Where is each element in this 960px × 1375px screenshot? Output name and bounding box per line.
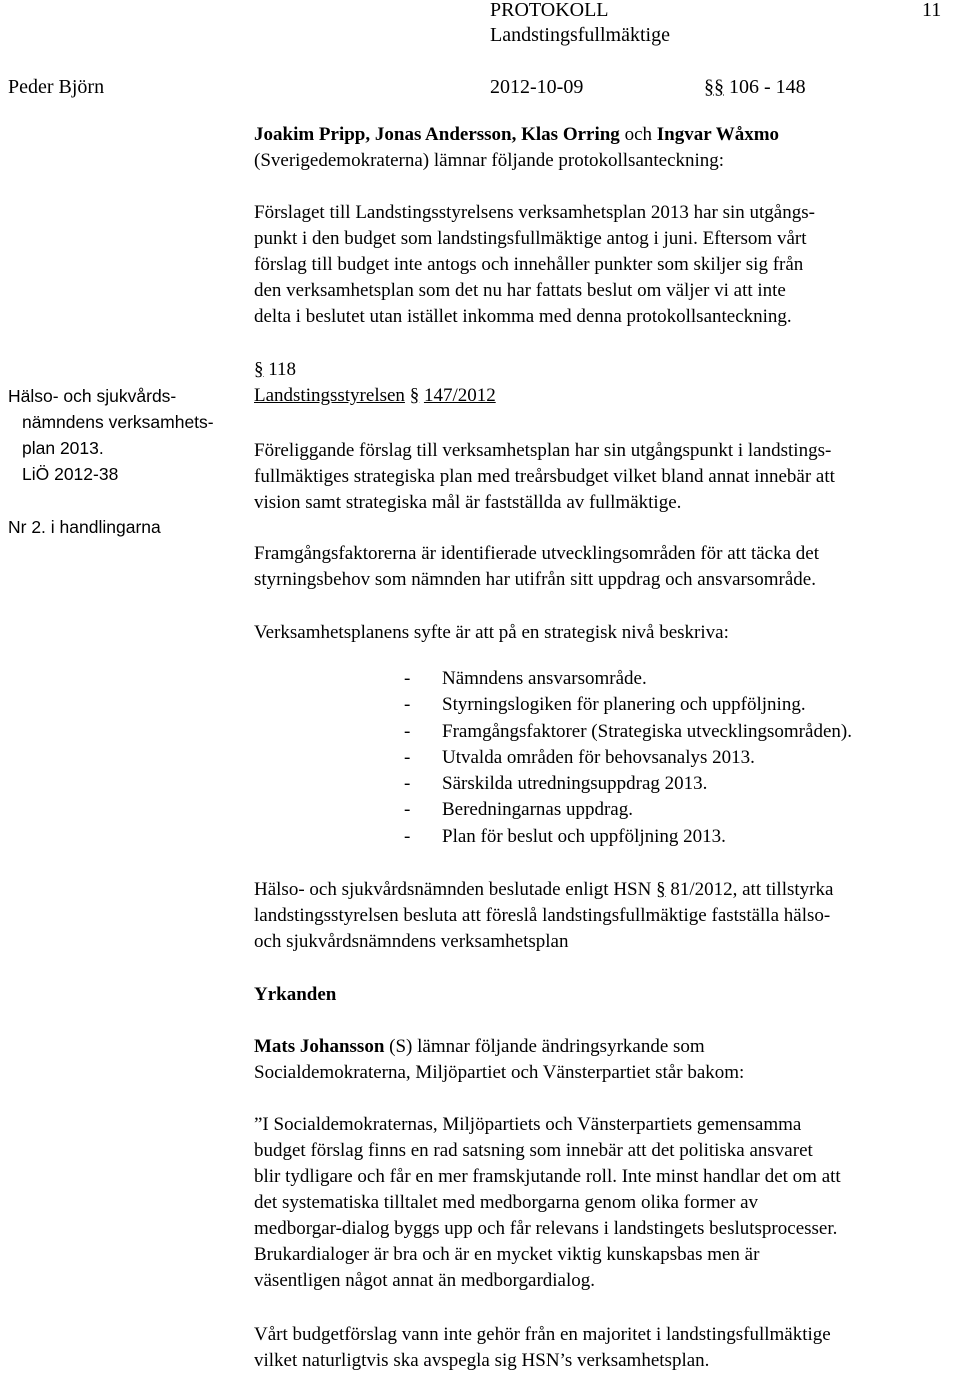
protocol-note-body: [254, 200, 815, 330]
list-item: - Särskilda utredningsuppdrag 2013.: [404, 773, 708, 795]
paragraph-success-factors: [254, 541, 819, 593]
organization-name: Landstingsfullmäktige: [490, 24, 670, 46]
section-range-value: 106 - 148: [729, 76, 806, 98]
sidebar-reference: [8, 383, 214, 487]
section-reference: [254, 383, 496, 409]
sidebar-line: Hälso- och sjukvårds-: [8, 386, 177, 406]
text-line: Förslaget till Landstingsstyrelsens verksamhetsplan 2013 har sin utgångs-: [254, 202, 815, 223]
section-heading: [254, 357, 296, 383]
section-symbol: §: [254, 359, 264, 380]
text-line: Mats Johansson (S) lämnar följande ändringsyrkande som: [254, 1036, 705, 1057]
text-line: fullmäktiges strategiska plan med treårsbudget vilket bland annat innebär att: [254, 466, 835, 487]
text-line: Föreliggande förslag till verksamhetsplan har sin utgångspunkt i landstings-: [254, 440, 832, 461]
paragraph-purpose: Verksamhetsplanens syfte är att på en strategisk nivå beskriva:: [254, 622, 729, 643]
sidebar-attachment: Nr 2. i handlingarna: [8, 517, 161, 537]
text-line: delta i beslutet utan istället inkomma med denna protokollsanteckning.: [254, 306, 792, 327]
text-line: det systematiska tilltalet med medborgarna genom olika former av: [254, 1192, 759, 1213]
text-line: den verksamhetsplan som det nu har fattats beslut om väljer vi att inte: [254, 280, 786, 301]
doc-type: PROTOKOLL: [490, 0, 609, 21]
text-line: vilket naturligtvis ska avspegla sig HSN’s verksamhetsplan.: [254, 1350, 710, 1371]
text-line: Vårt budgetförslag vann inte gehör från en majoritet i landstingsfullmäktige: [254, 1324, 831, 1345]
sidebar-line: nämndens verksamhets-: [22, 412, 214, 432]
text-line: budget förslag finns en rad satsning som innebär att det politiska ansvaret: [254, 1140, 813, 1161]
paragraph-final: [254, 1322, 831, 1374]
signer-last: Ingvar Wåxmo: [656, 124, 780, 145]
list-item: - Nämndens ansvarsområde.: [404, 668, 647, 689]
text-line: Framgångsfaktorerna är identifierade utvecklingsområden för att täcka det: [254, 543, 820, 564]
text-line: landstingsstyrelsen besluta att föreslå landstingsfullmäktige fastställa hälso-: [254, 905, 831, 926]
ref-number: 147/2012: [423, 385, 496, 406]
text-line: vision samt strategiska mål är fastställda av fullmäktige.: [254, 492, 682, 513]
text-line: styrningsbehov som nämnden har utifrån sitt uppdrag och ansvarsområde.: [254, 569, 816, 590]
and-word: och: [624, 124, 652, 145]
purpose-list: [404, 666, 852, 850]
paragraph-hsn-decision: [254, 877, 833, 955]
text-line: medborgar-dialog byggs upp och får relevans i landstingets beslutsprocesser.: [254, 1218, 838, 1239]
quote-block: [254, 1112, 841, 1294]
text-line: förslag till budget inte antogs och innehåller punkter som skiljer sig från: [254, 254, 804, 275]
ref-board: Landstingsstyrelsen: [254, 385, 405, 406]
signer-names: Joakim Pripp, Jonas Andersson, Klas Orring: [254, 124, 620, 145]
section-range: [704, 74, 806, 100]
list-item: - Framgångsfaktorer (Strategiska utvecklingsområden).: [404, 720, 852, 742]
text-line: Hälso- och sjukvårdsnämnden beslutade enligt HSN § 81/2012, att tillstyrka: [254, 879, 834, 900]
paragraph-proposer: [254, 1034, 744, 1086]
sidebar-line: plan 2013.: [22, 438, 104, 458]
text-line: Brukardialoger är bra och är en mycket viktig kunskapsbas men är: [254, 1244, 760, 1265]
text-line: ”I Socialdemokraternas, Miljöpartiets och Vänsterpartiets gemensamma: [254, 1114, 802, 1135]
list-item: - Utvalda områden för behovsanalys 2013.: [404, 746, 755, 768]
meeting-date: 2012-10-09: [490, 76, 584, 98]
text-line: punkt i den budget som landstingsfullmäktige antog i juni. Eftersom vårt: [254, 228, 807, 249]
list-item: - Plan för beslut och uppföljning 2013.: [404, 825, 726, 847]
page-number: 11: [922, 0, 942, 21]
section-symbol: §: [409, 385, 420, 406]
yrkanden-heading: Yrkanden: [254, 984, 337, 1005]
protocol-note-signers: [254, 122, 779, 148]
section-number: 118: [268, 359, 297, 380]
list-item: - Styrningslogiken för planering och uppföljning.: [404, 694, 806, 716]
section-symbol: §: [704, 76, 714, 98]
paragraph-proposal: [254, 438, 835, 516]
proposer-name: Mats Johansson: [254, 1036, 385, 1057]
list-item: - Beredningarnas uppdrag.: [404, 799, 633, 821]
text-line: och sjukvårdsnämndens verksamhetsplan: [254, 931, 569, 952]
section-symbol: §: [714, 76, 724, 98]
secretary-name: Peder Björn: [8, 76, 105, 98]
sidebar-line: LiÖ 2012-38: [22, 464, 119, 484]
text-line: Socialdemokraterna, Miljöpartiet och Vänsterpartiet står bakom:: [254, 1062, 745, 1083]
protocol-note-party: (Sverigedemokraterna) lämnar följande protokollsanteckning:: [254, 150, 725, 171]
section-symbol: §: [656, 879, 666, 900]
text-line: väsentligen något annat än medborgardialog.: [254, 1270, 596, 1291]
text-line: blir tydligare och får en mer framskjutande roll. Inte minst handlar det om att: [254, 1166, 841, 1187]
